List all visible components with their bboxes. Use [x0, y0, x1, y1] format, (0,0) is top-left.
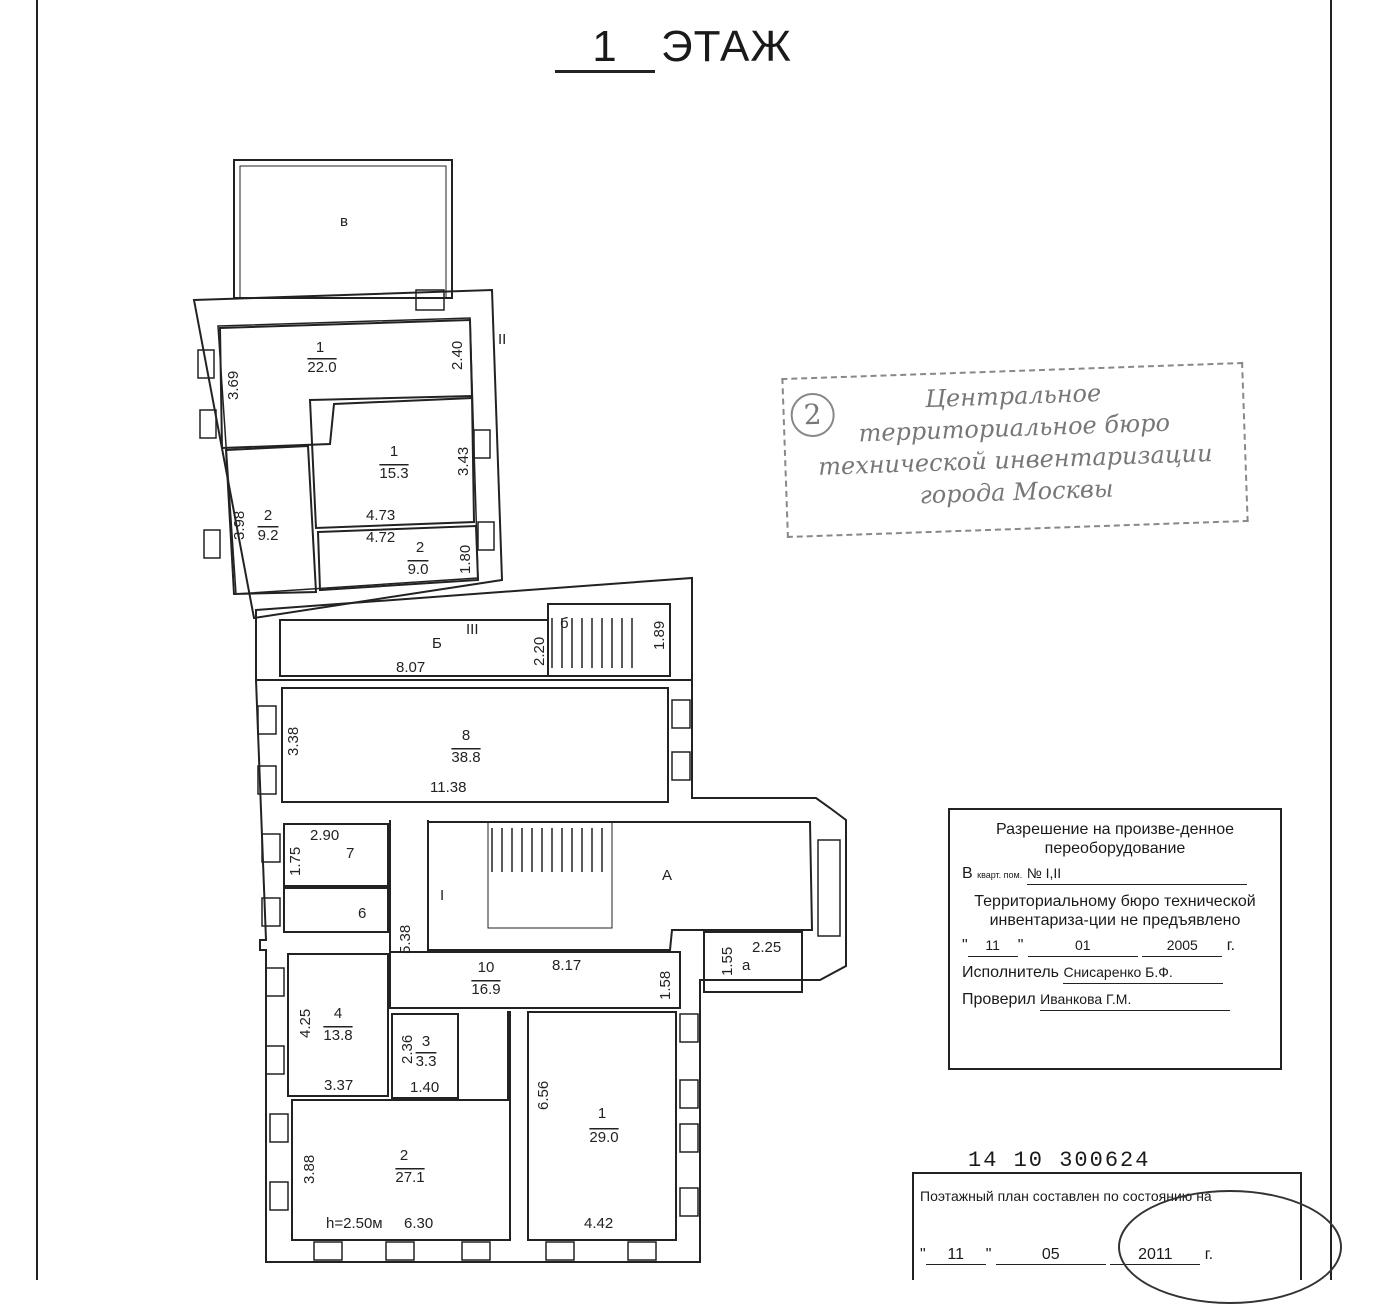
- label-r3-area: 3.3: [415, 1053, 437, 1070]
- room-6: [284, 888, 388, 932]
- permit-checked: [962, 988, 1268, 1011]
- dim-155: 1.55: [719, 946, 736, 976]
- document-number: 14 10 300624: [968, 1148, 1151, 1173]
- room-10: [390, 952, 680, 1008]
- label-r2-left-num: 2: [263, 507, 273, 524]
- permit-box: [948, 808, 1282, 1070]
- room-1-top: [220, 320, 472, 448]
- checked-label: Проверил: [962, 991, 1036, 1008]
- dim-442: 4.42: [584, 1215, 614, 1232]
- permit-date: " 11 " 01 2005 г.: [962, 934, 1268, 957]
- plan-state-date: " 11 " 05 2011 г.: [920, 1246, 1214, 1263]
- room-8: [282, 688, 668, 802]
- room-1-bottom: [528, 1012, 676, 1240]
- plan-state-suffix: г.: [1204, 1246, 1214, 1263]
- dim-175: 1.75: [287, 846, 304, 876]
- label-roman-i: I: [440, 887, 445, 904]
- dim-472: 4.72: [366, 529, 396, 546]
- label-r1-bottom-area: 29.0: [589, 1129, 619, 1146]
- permit-date-year: 2005: [1142, 934, 1222, 957]
- dim-369: 3.69: [225, 370, 242, 400]
- label-roman-ii: II: [498, 331, 507, 348]
- dim-180: 1.80: [457, 544, 474, 574]
- dim-189: 1.89: [651, 620, 668, 650]
- label-r10-num: 10: [477, 959, 495, 976]
- stamp-line-4: города Москвы: [919, 474, 1114, 510]
- dim-240: 2.40: [449, 340, 466, 370]
- permit-v-small: кварт. пом.: [977, 870, 1023, 880]
- dim-398: 3.98: [231, 510, 248, 540]
- plan-state-year: 2011: [1110, 1246, 1200, 1265]
- dim-817: 8.17: [552, 957, 582, 974]
- label-r2-mid-area: 9.0: [407, 561, 429, 578]
- label-r7: 7: [346, 845, 355, 862]
- dim-338: 3.38: [285, 726, 302, 756]
- label-r4-area: 13.8: [323, 1027, 353, 1044]
- dim-236: 2.36: [399, 1034, 416, 1064]
- dim-1138: 11.38: [430, 779, 467, 796]
- stamp-line-1: Центральное: [924, 378, 1102, 414]
- stamp-line-3: технической инвентаризации: [817, 439, 1213, 481]
- label-r10-area: 16.9: [471, 981, 501, 998]
- stamp-line-2: территориальное бюро: [858, 408, 1171, 448]
- dim-140: 1.40: [410, 1079, 440, 1096]
- plan-state-label: Поэтажный план составлен по состоянию на: [920, 1188, 1212, 1204]
- bti-stamp: [781, 362, 1248, 538]
- label-r2-left-area: 9.2: [257, 527, 279, 544]
- permit-v-label: В: [962, 865, 973, 882]
- permit-date-suffix: г.: [1226, 937, 1236, 954]
- label-corridor-b: Б: [432, 635, 442, 652]
- dim-630: 6.30: [404, 1215, 434, 1232]
- dim-290: 2.90: [310, 827, 340, 844]
- label-r8-num: 8: [461, 727, 471, 744]
- label-r1-mid-num: 1: [389, 443, 399, 460]
- dim-225: 2.25: [752, 939, 782, 956]
- label-r4-num: 4: [333, 1005, 343, 1022]
- label-hall-a: А: [662, 867, 673, 884]
- permit-date-day: 11: [968, 934, 1018, 957]
- dim-538: 5.38: [397, 924, 414, 954]
- dim-343: 3.43: [455, 446, 472, 476]
- label-stair-b: б: [560, 615, 569, 632]
- label-r1-bottom-num: 1: [597, 1105, 607, 1122]
- label-r2-mid-num: 2: [415, 539, 425, 556]
- executor-value: Снисаренко Б.Ф.: [1063, 961, 1223, 984]
- label-r1-mid-area: 15.3: [379, 465, 409, 482]
- label-vest-a: а: [742, 957, 751, 974]
- dim-656: 6.56: [535, 1080, 552, 1110]
- main-block-outer: [256, 680, 846, 1262]
- dim-388: 3.88: [301, 1154, 318, 1184]
- dim-220: 2.20: [531, 636, 548, 666]
- label-veranda: в: [340, 213, 348, 230]
- label-r8-area: 38.8: [451, 749, 481, 766]
- label-r6: 6: [358, 905, 367, 922]
- dim-337: 3.37: [324, 1077, 354, 1094]
- label-r1-top-num: 1: [315, 339, 325, 356]
- signature-mark: [1118, 1190, 1342, 1304]
- label-r2-bottom-num: 2: [399, 1147, 409, 1164]
- dim-473: 4.73: [366, 507, 396, 524]
- floor-label: ЭТАЖ: [661, 22, 793, 71]
- permit-v-value: № I,II: [1027, 862, 1247, 885]
- permit-executor: [962, 961, 1268, 984]
- permit-title: Разрешение на произве-денное переоборудование: [995, 821, 1234, 857]
- permit-bureau: Территориальному бюро технической инвентариза-ции не предъявлено: [974, 893, 1256, 929]
- permit-date-month: 01: [1028, 934, 1138, 957]
- checked-value: Иванкова Г.М.: [1040, 988, 1230, 1011]
- label-r3-num: 3: [421, 1033, 431, 1050]
- room-2-mid: [318, 526, 478, 590]
- dim-158: 1.58: [657, 970, 674, 1000]
- dim-height: h=2.50м: [326, 1215, 383, 1232]
- dim-807: 8.07: [396, 659, 426, 676]
- label-r1-top-area: 22.0: [307, 359, 337, 376]
- floor-number: 1: [555, 24, 655, 73]
- executor-label: Исполнитель: [962, 964, 1060, 981]
- dim-425: 4.25: [297, 1008, 314, 1038]
- plan-state-day: 11: [926, 1246, 986, 1265]
- stamp-circle: 2: [790, 392, 836, 438]
- label-roman-iii: III: [466, 621, 479, 638]
- permit-line-v: [962, 862, 1268, 886]
- plan-state-month: 05: [996, 1246, 1106, 1265]
- hall-a: [428, 822, 812, 950]
- label-r2-bottom-area: 27.1: [395, 1169, 425, 1186]
